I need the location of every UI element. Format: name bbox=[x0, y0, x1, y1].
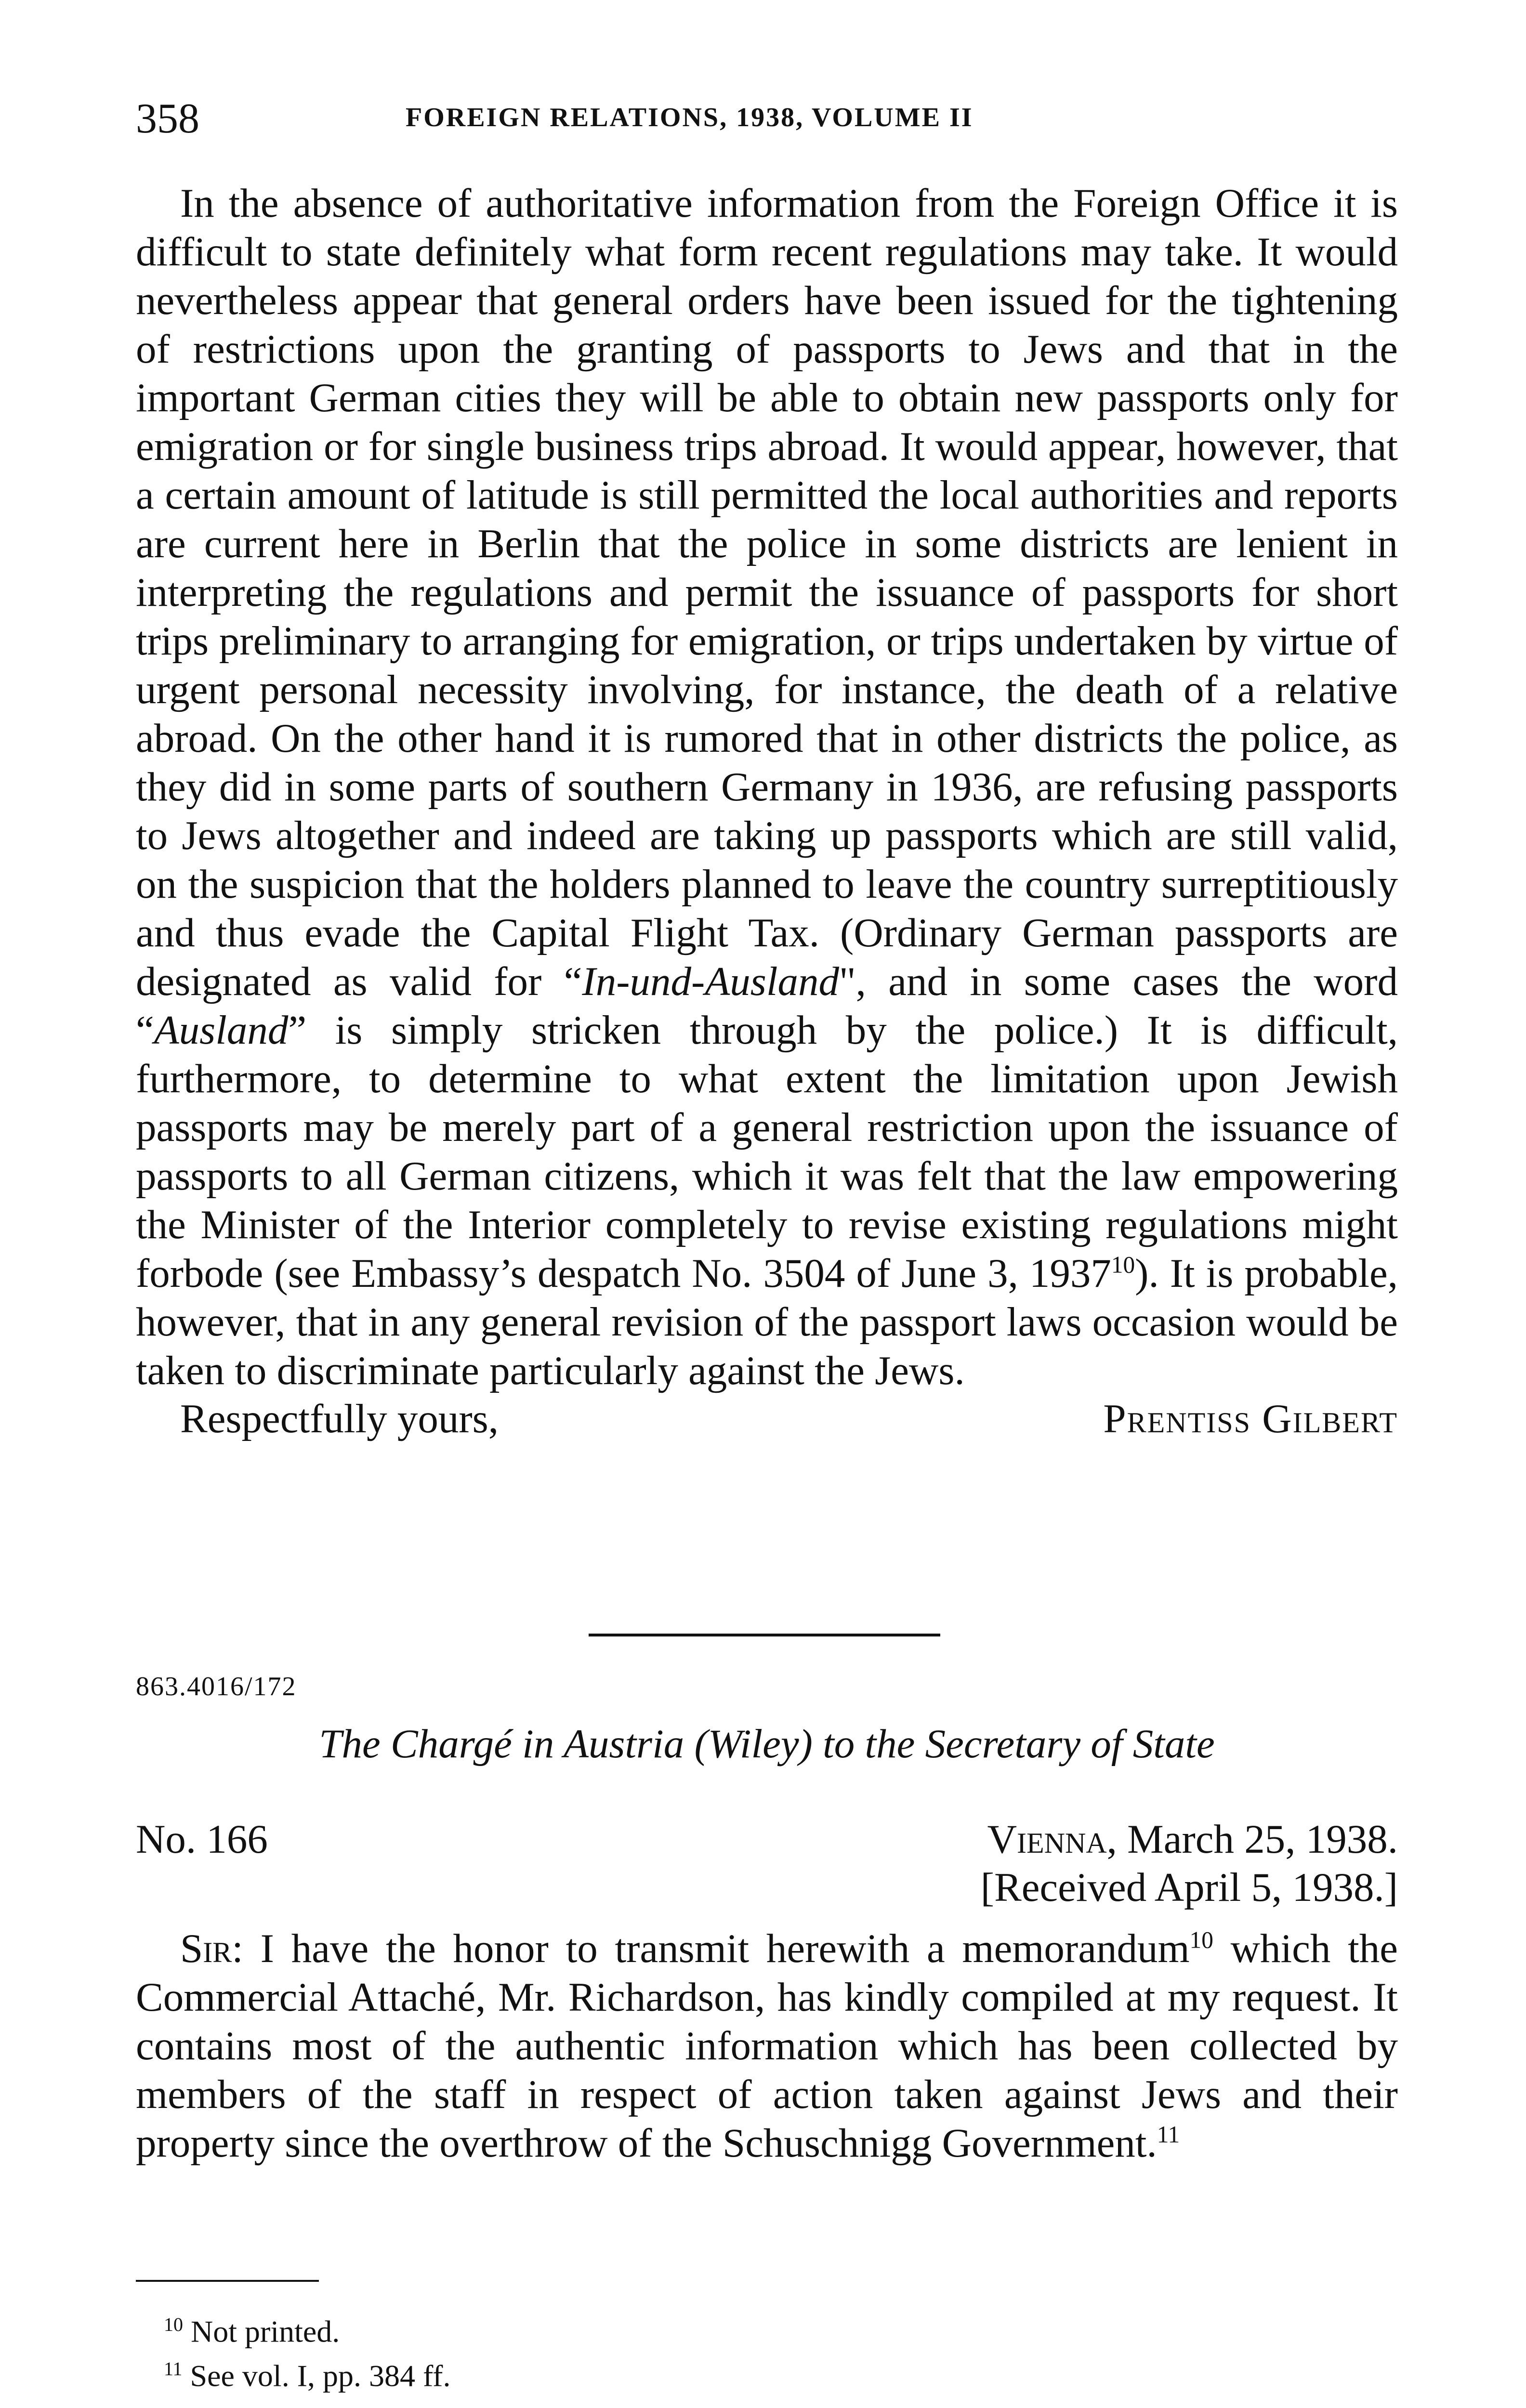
paragraph-text: : I have the honor to transmit herewith a memorandum bbox=[232, 1926, 1190, 1971]
document-title: The Chargé in Austria (Wiley) to the Secretary of State bbox=[319, 1721, 1215, 1767]
open-quote: “ bbox=[564, 959, 582, 1004]
footnote-reference[interactable]: 10 bbox=[1189, 1926, 1213, 1953]
date: , March 25, 1938. bbox=[1106, 1817, 1398, 1862]
footnote-text: Not printed. bbox=[191, 2314, 340, 2349]
page-header bbox=[136, 94, 1398, 152]
footnote-text: See vol. I, pp. 384 ff. bbox=[190, 2358, 451, 2393]
section-divider bbox=[589, 1634, 940, 1636]
paragraph-text: which the Commercial Attaché, Mr. Richardson, has kindly compiled at my request. It contains most of the authentic information which has been collected by members of the staff in respect of action taken against Jews and their property since the overthrow of the Schuschnigg Government. bbox=[136, 1926, 1398, 2166]
letter-1-closing bbox=[136, 1395, 1398, 1453]
received-date: [Received April 5, 1938.] bbox=[980, 1865, 1398, 1910]
place: Vienna bbox=[987, 1817, 1107, 1862]
italic-term: Ausland bbox=[154, 1008, 289, 1053]
footnote bbox=[164, 2306, 450, 2350]
footnote-reference[interactable]: 11 bbox=[1157, 2121, 1180, 2148]
letter-1-body bbox=[136, 179, 1398, 1453]
signature: Prentiss Gilbert bbox=[1103, 1396, 1398, 1441]
footnote-reference[interactable]: 10 bbox=[1111, 1251, 1135, 1278]
footnotes bbox=[164, 2306, 450, 2395]
footnote-mark: 10 bbox=[164, 2314, 183, 2335]
letter-2-paragraph bbox=[136, 1924, 1398, 2168]
footnote-mark: 11 bbox=[164, 2358, 183, 2380]
footnote bbox=[164, 2350, 450, 2395]
paragraph-text: ", and in some cases the word “ bbox=[136, 959, 1398, 1053]
paragraph-text: ). It is probable, however, that in any general revision of the passport laws occasion would be taken to discriminate particularly against the Jews. bbox=[136, 1251, 1398, 1393]
page-number: 358 bbox=[136, 95, 199, 142]
complimentary-close: Respectfully yours, bbox=[180, 1396, 499, 1441]
letter-1-paragraph bbox=[136, 179, 1398, 1395]
document-number: No. 166 bbox=[136, 1817, 268, 1862]
italic-term: In-und-Ausland bbox=[582, 959, 839, 1004]
running-title: FOREIGN RELATIONS, 1938, VOLUME II bbox=[406, 103, 973, 132]
place-and-date bbox=[987, 1816, 1398, 1863]
paragraph-text: ” is simply stricken through by the police.) It is difficult, furthermore, to determine to what extent the limitation upon Jewish passports may be merely part of a general restriction upon the issuance of passports to all German citizens, which it was felt that the law empowering the Minister of the Interior completely to revise existing regulations might forbode (see Embassy’s despatch No. 3504 of June 3, 1937 bbox=[136, 1008, 1398, 1296]
footnote-divider bbox=[136, 2280, 319, 2282]
file-number: 863.4016/172 bbox=[136, 1672, 297, 1701]
letter-2-body bbox=[136, 1924, 1398, 2168]
paragraph-text: In the absence of authoritative information from the Foreign Office it is difficult to state definitely what form recent regulations may take. It would nevertheless appear that general orders have been issued for the tightening of restrictions upon the granting of passports to Jews and that in the important German cities they will be able to obtain new passports only for emigration or for single business trips abroad. It would appear, however, that a certain amount of latitude is still permitted the local authorities and reports are current here in Berlin that the police in some districts are lenient in interpreting the regulations and permit the issuance of passports for short trips preliminary to arranging for emigration, or trips undertaken by virtue of urgent personal necessity involving, for instance, the death of a relative abroad. On the other hand it is rumored that in other districts the police, as they did in some parts of southern Germany in 1936, are refusing passports to Jews altogether and indeed are taking up passports which are still valid, on the suspicion that the holders planned to leave the country surreptitiously and thus evade the Capital Flight Tax. (Ordinary German passports are designated as valid for bbox=[136, 181, 1398, 1004]
salutation: Sir bbox=[180, 1926, 232, 1971]
